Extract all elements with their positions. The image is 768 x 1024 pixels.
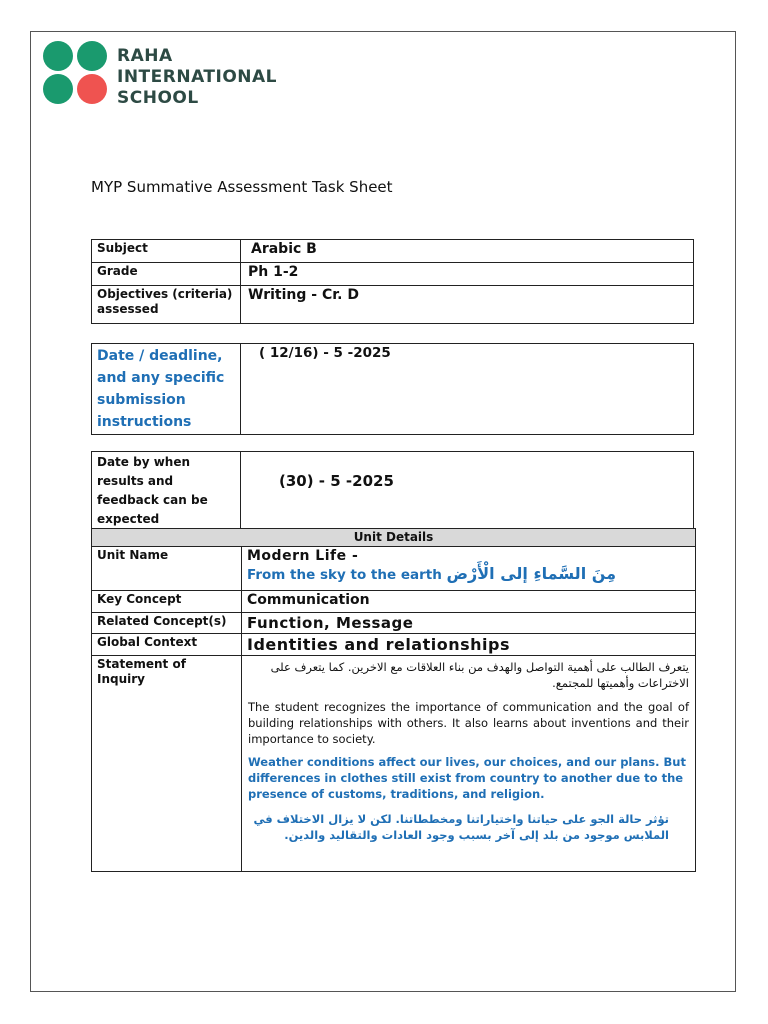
subject-value: Arabic B [241,240,694,263]
deadline-value: ( 12/16) - 5 -2025 [241,344,694,435]
grade-label: Grade [92,263,241,286]
school-name-line3: SCHOOL [117,88,199,108]
results-label: Date by when results and feedback can be expected [92,452,241,531]
unit-name-cell [242,547,696,591]
logo-circle-bottom-right [77,74,107,104]
unit-details-header: Unit Details [92,529,696,547]
logo-circle-top-left [43,41,73,71]
global-context-label: Global Context [92,634,242,656]
info-table [91,239,694,324]
unit-details-table [91,528,696,872]
results-table [91,451,694,531]
deadline-label: Date / deadline, and any specific submission instructions [92,344,241,435]
global-context-value: Identities and relationships [242,634,696,656]
page-title: MYP Summative Assessment Task Sheet [91,178,393,196]
school-name-line2: INTERNATIONAL [117,67,278,87]
logo-circle-top-right [77,41,107,71]
unit-name-line1: Modern Life - [247,548,359,564]
school-name-line1: RAHA [117,46,173,66]
objectives-label: Objectives (criteria) assessed [92,286,241,324]
soi-english-1: The student recognizes the importance of communication and the goal of building relationships with others. It also learns about inventions and their importance to society. [248,700,689,746]
statement-of-inquiry-cell [242,656,696,872]
statement-of-inquiry-label: Statement of Inquiry [92,656,242,872]
key-concept-label: Key Concept [92,591,242,613]
objectives-value: Writing - Cr. D [241,286,694,324]
soi-arabic-2: تؤثر حالة الجو على حياتنا واختياراتنا ومخططاتنا. لكن لا يزال الاختلاف في الملابس موجود من بلد إلى آخر بسبب وجود العادات والتقاليد والدين. [253,812,669,842]
school-name [117,46,277,109]
school-logo-icon [42,40,112,106]
soi-arabic-1: يتعرف الطالب على أهمية التواصل والهدف من بناء العلاقات مع الاخرين. كما يتعرف على الاختراعات وأهميتها للمجتمع. [270,660,689,690]
subject-label: Subject [92,240,241,263]
unit-name-label: Unit Name [92,547,242,591]
unit-name-arabic: مِنَ السَّماءِ إلى الْأَرْض [446,564,617,583]
logo-circle-bottom-left [43,74,73,104]
unit-name-english: From the sky to the earth [247,567,442,583]
results-value: (30) - 5 -2025 [241,452,694,531]
deadline-table [91,343,694,435]
related-concepts-label: Related Concept(s) [92,613,242,634]
related-concepts-value: Function, Message [242,613,696,634]
unit-name-line2 [247,564,690,583]
soi-english-2: Weather conditions affect our lives, our choices, and our plans. But differences in clothes still exist from country to another due to the presence of customs, traditions, and religion. [248,755,686,801]
key-concept-value: Communication [242,591,696,613]
grade-value: Ph 1-2 [241,263,694,286]
